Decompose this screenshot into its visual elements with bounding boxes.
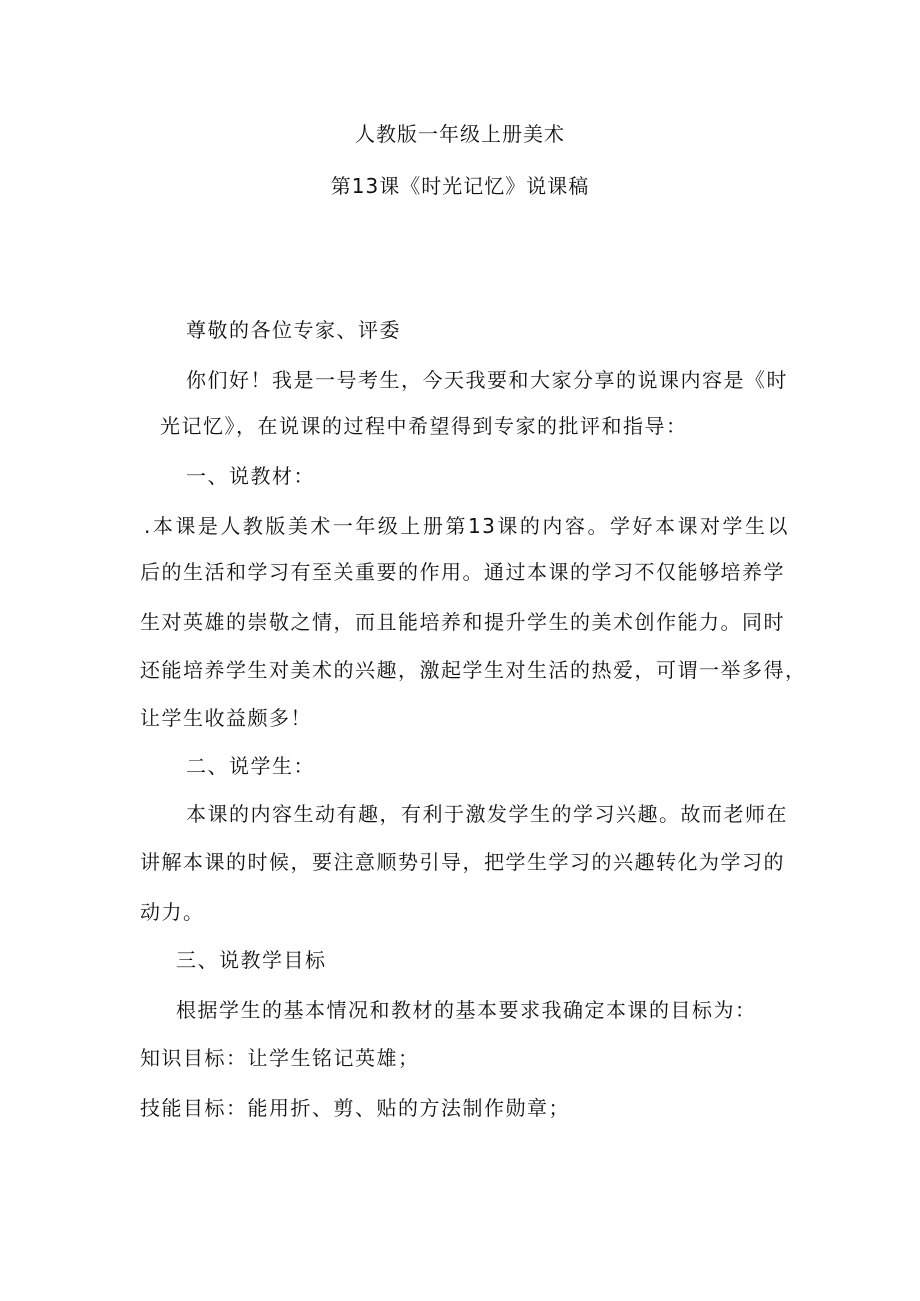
paragraph-line: 本课的内容生动有趣，有利于激发学生的学习兴趣。故而老师在 <box>186 802 788 826</box>
section-heading-goals: 三、说教学目标 <box>176 948 327 972</box>
paragraph-line: 讲解本课的时候，要注意顺势引导，把学生学习的兴趣转化为学习的 <box>140 850 785 874</box>
paragraph-line: .本课是人教版美术一年级上册第13课的内容。学好本课对学生以 <box>144 514 789 538</box>
salutation: 尊敬的各位专家、评委 <box>186 318 401 342</box>
paragraph-line: 根据学生的基本情况和教材的基本要求我确定本课的目标为： <box>176 998 757 1022</box>
paragraph-line: 光记忆》，在说课的过程中希望得到专家的批评和指导： <box>160 414 688 438</box>
skill-goal: 技能目标：能用折、剪、贴的方法制作勋章； <box>140 1096 570 1120</box>
knowledge-goal: 知识目标：让学生铭记英雄； <box>140 1046 420 1070</box>
paragraph-line: 动力。 <box>140 900 205 924</box>
paragraph-line: 你们好！我是一号考生，今天我要和大家分享的说课内容是《时 <box>186 368 788 392</box>
section-heading-materials: 一、说教材： <box>186 464 315 488</box>
document-title-line-1: 人教版一年级上册美术 <box>355 122 565 146</box>
document-title-line-2: 第13课《时光记忆》说课稿 <box>330 174 590 198</box>
paragraph-line: 生对英雄的崇敬之情，而且能培养和提升学生的美术创作能力。同时 <box>140 610 785 634</box>
paragraph-line: 后的生活和学习有至关重要的作用。通过本课的学习不仅能够培养学 <box>140 560 785 584</box>
paragraph-line: 还能培养学生对美术的兴趣，激起学生对生活的热爱，可谓一举多得， <box>140 658 807 682</box>
section-heading-students: 二、说学生： <box>186 754 315 778</box>
paragraph-line: 让学生收益颇多！ <box>140 706 312 730</box>
